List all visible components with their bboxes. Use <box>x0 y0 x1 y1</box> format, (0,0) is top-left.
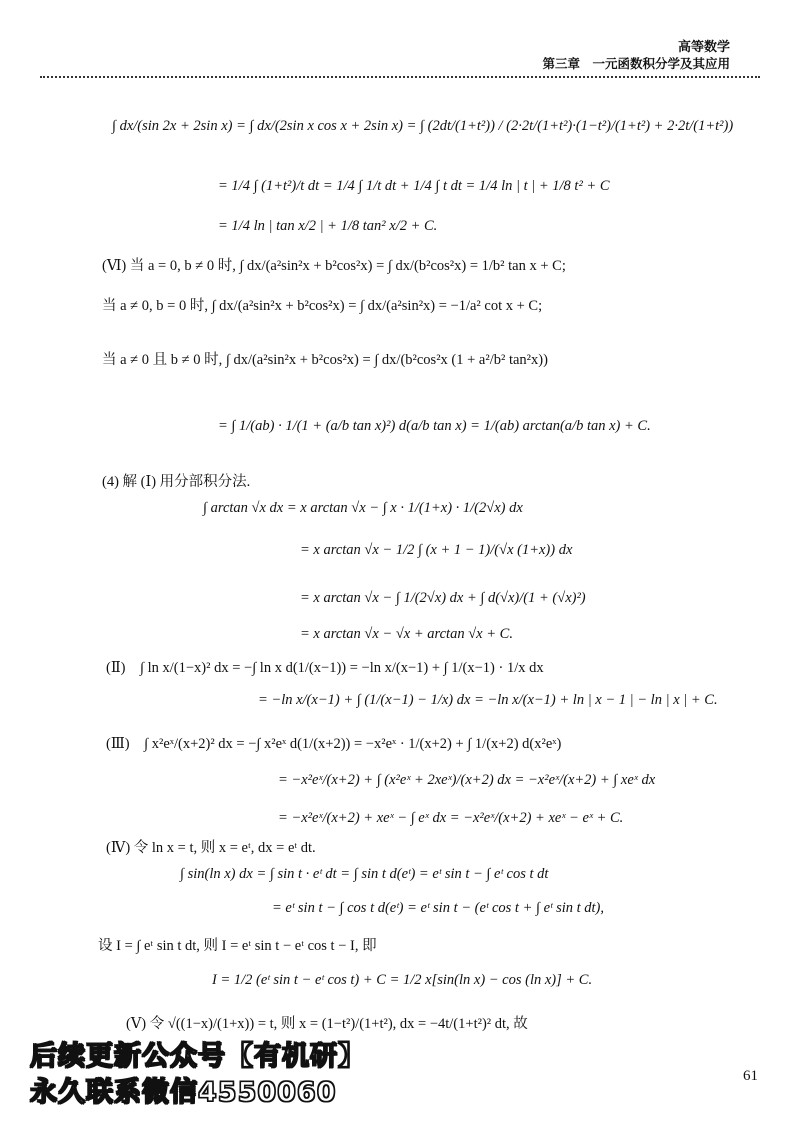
watermark-line-1: 后续更新公众号【有机研】 <box>30 1041 366 1072</box>
equation-line-21: 设 I = ∫ eᵗ sin t dt, 则 I = eᵗ sin t − eᵗ cos t − I, 即 <box>98 938 377 954</box>
equation-line-10: = x arctan √x − 1/2 ∫ (x + 1 − 1)/(√x (1+x)) dx <box>300 542 573 558</box>
equation-line-9: ∫ arctan √x dx = x arctan √x − ∫ x · 1/(1+x) · 1/(2√x) dx <box>203 500 523 516</box>
equation-line-15: (Ⅲ) ∫ x²eˣ/(x+2)² dx = −∫ x²eˣ d(1/(x+2)) = −x²eˣ · 1/(x+2) + ∫ 1/(x+2) d(x²eˣ) <box>106 736 562 752</box>
equation-line-22: I = 1/2 (eᵗ sin t − eᵗ cos t) + C = 1/2 x[sin(ln x) − cos (ln x)] + C. <box>212 972 593 988</box>
watermark-line-2: 永久联系微信4550060 <box>30 1077 337 1108</box>
equation-line-1: ∫ dx/(sin 2x + 2sin x) = ∫ dx/(2sin x cos x + 2sin x) = ∫ (2dt/(1+t²)) / (2·2t/(1+t²)·(1−t²)/(1+t²) + 2·2t/(1+t²)) <box>112 118 734 134</box>
problem-4-text: (4) 解 (Ⅰ) 用分部积分法. <box>102 474 251 490</box>
equation-line-16: = −x²eˣ/(x+2) + ∫ (x²eˣ + 2xeˣ)/(x+2) dx = −x²eˣ/(x+2) + ∫ xeˣ dx <box>278 772 656 788</box>
equation-line-23: (Ⅴ) 令 √((1−x)/(1+x)) = t, 则 x = (1−t²)/(1+t²), dx = −4t/(1+t²)² dt, 故 <box>126 1016 528 1032</box>
equation-line-20: = eᵗ sin t − ∫ cos t d(eᵗ) = eᵗ sin t − (eᵗ cos t + ∫ eᵗ sin t dt), <box>272 900 605 916</box>
equation-line-17: = −x²eˣ/(x+2) + xeˣ − ∫ eˣ dx = −x²eˣ/(x+2) + xeˣ − eˣ + C. <box>278 810 624 826</box>
problem-4-heading <box>102 474 250 491</box>
equation-line-19: ∫ sin(ln x) dx = ∫ sin t · eᵗ dt = ∫ sin t d(eᵗ) = eᵗ sin t − ∫ eᵗ cos t dt <box>180 866 549 882</box>
chapter-title: 第三章 一元函数积分学及其应用 <box>542 56 730 71</box>
equation-line-12: = x arctan √x − √x + arctan √x + C. <box>300 626 513 642</box>
equation-line-5: 当 a ≠ 0, b = 0 时, ∫ dx/(a²sin²x + b²cos²x) = ∫ dx/(a²sin²x) = −1/a² cot x + C; <box>102 298 543 314</box>
equation-line-4: (Ⅵ) 当 a = 0, b ≠ 0 时, ∫ dx/(a²sin²x + b²cos²x) = ∫ dx/(b²cos²x) = 1/b² tan x + C; <box>102 258 566 274</box>
equation-line-14: = −ln x/(x−1) + ∫ (1/(x−1) − 1/x) dx = −ln x/(x−1) + ln | x − 1 | − ln | x | + C. <box>258 692 718 708</box>
equation-line-11: = x arctan √x − ∫ 1/(2√x) dx + ∫ d(√x)/(1 + (√x)²) <box>300 590 586 606</box>
header-rule <box>40 76 760 78</box>
equation-line-6: 当 a ≠ 0 且 b ≠ 0 时, ∫ dx/(a²sin²x + b²cos²x) = ∫ dx/(b²cos²x (1 + a²/b² tan²x)) <box>102 352 548 368</box>
book-title: 高等数学 <box>677 40 730 55</box>
equation-line-2: = 1/4 ∫ (1+t²)/t dt = 1/4 ∫ 1/t dt + 1/4 ∫ t dt = 1/4 ln | t | + 1/8 t² + C <box>218 178 610 194</box>
page-number: 61 <box>743 1068 758 1084</box>
equation-line-3: = 1/4 ln | tan x/2 | + 1/8 tan² x/2 + C. <box>218 218 438 234</box>
equation-line-13: (Ⅱ) ∫ ln x/(1−x)² dx = −∫ ln x d(1/(x−1)) = −ln x/(x−1) + ∫ 1/(x−1) · 1/x dx <box>106 660 544 676</box>
equation-line-7: = ∫ 1/(ab) · 1/(1 + (a/b tan x)²) d(a/b tan x) = 1/(ab) arctan(a/b tan x) + C. <box>218 418 651 434</box>
equation-line-18: (Ⅳ) 令 ln x = t, 则 x = eᵗ, dx = eᵗ dt. <box>106 840 316 856</box>
